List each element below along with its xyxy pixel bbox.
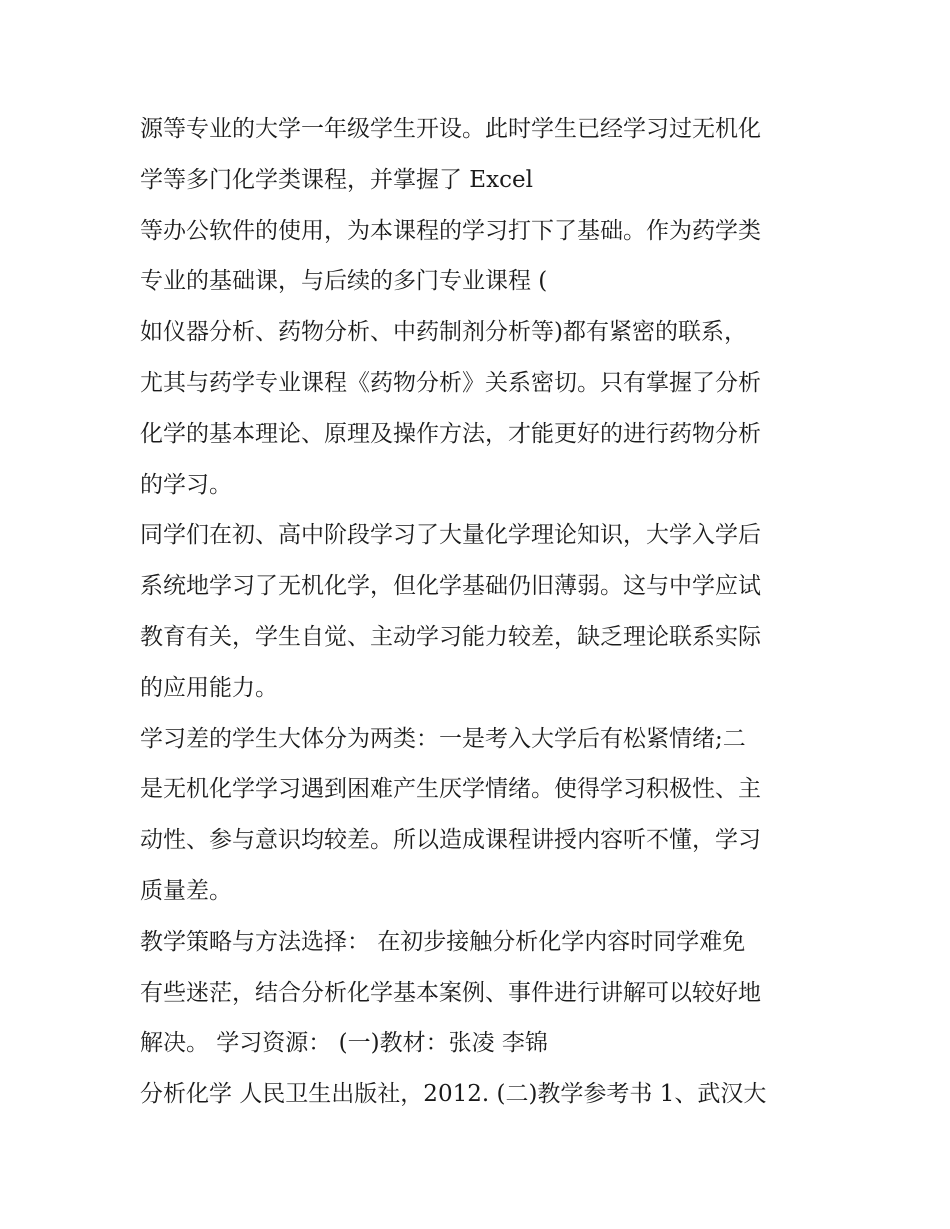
- text-line: 源等专业的大学一年级学生开设。此时学生已经学习过无机化: [140, 116, 761, 142]
- text-line: 的应用能力。: [140, 674, 278, 701]
- text-line: 化学的基本理论、原理及操作方法，才能更好的进行药物分析: [140, 420, 761, 447]
- text-line: 有些迷茫，结合分析化学基本案例、事件进行讲解可以较好地: [140, 979, 761, 1006]
- text-line: 如仪器分析、药物分析、中药制剂分析等)都有紧密的联系，: [140, 319, 747, 346]
- text-line: 教学策略与方法选择： 在初步接触分析化学内容时同学难免: [140, 928, 746, 955]
- text-line: 专业的基础课，与后续的多门专业课程 (: [140, 268, 548, 295]
- text-line: 解决。 学习资源： (一)教材：张凌 李锦: [140, 1030, 548, 1057]
- text-line: 质量差。: [140, 877, 232, 904]
- text-line: 学习差的学生大体分为两类：一是考入大学后有松紧情绪;二: [140, 725, 746, 752]
- text-line: 分析化学 人民卫生出版社，2012. (二)教学参考书 1、武汉大: [140, 1081, 767, 1108]
- text-line: 系统地学习了无机化学，但化学基础仍旧薄弱。这与中学应试: [140, 573, 761, 600]
- text-line: 尤其与药学专业课程《药物分析》关系密切。只有掌握了分析: [140, 369, 761, 396]
- text-line: 学等多门化学类课程，并掌握了 Excel: [140, 166, 533, 193]
- text-line: 同学们在初、高中阶段学习了大量化学理论知识，大学入学后: [140, 522, 761, 549]
- text-line: 的学习。: [140, 471, 232, 498]
- text-line: 等办公软件的使用，为本课程的学习打下了基础。作为药学类: [140, 217, 761, 244]
- text-line: 动性、参与意识均较差。所以造成课程讲授内容听不懂，学习: [140, 827, 761, 854]
- body-text: [140, 104, 820, 1120]
- text-line: 教育有关，学生自觉、主动学习能力较差，缺乏理论联系实际: [140, 623, 761, 650]
- text-line: 是无机化学学习遇到困难产生厌学情绪。使得学习积极性、主: [140, 776, 761, 803]
